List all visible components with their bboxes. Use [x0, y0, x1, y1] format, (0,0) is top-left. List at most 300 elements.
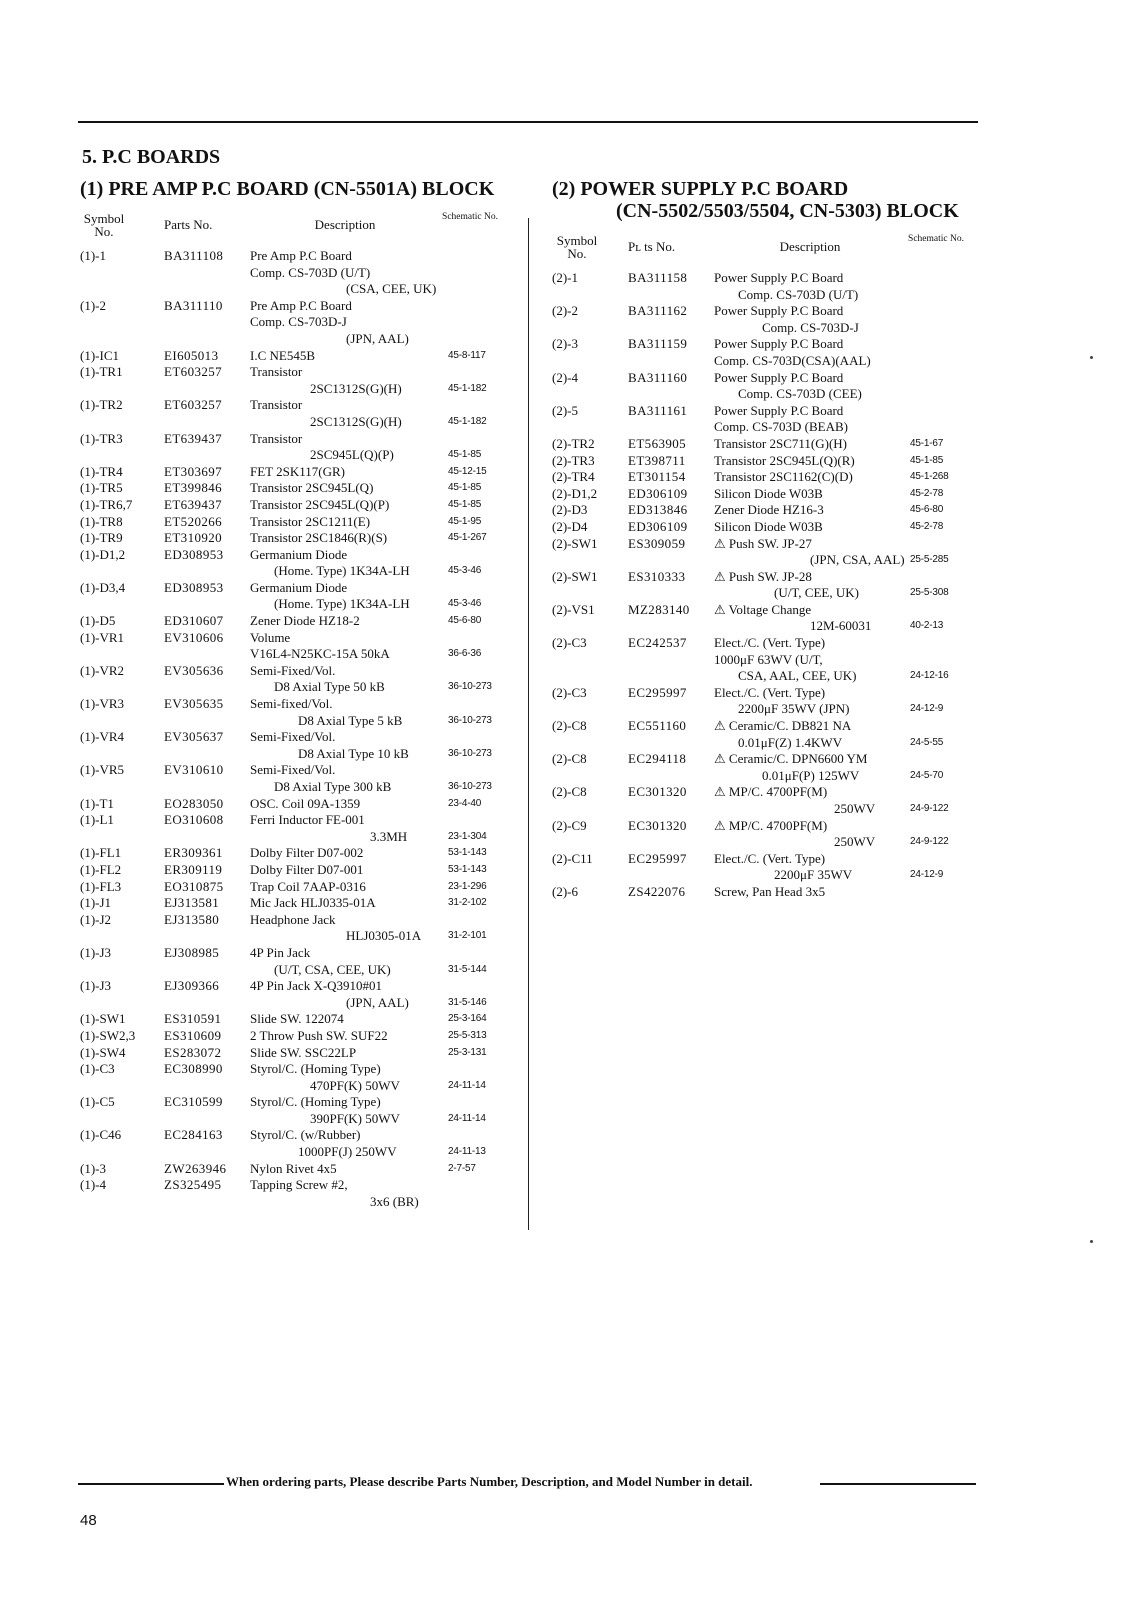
symbol-cell: (2)-2: [552, 303, 578, 319]
symbol-cell: (2)-C11: [552, 850, 593, 866]
description-cell: [250, 547, 440, 580]
schematic-line: [910, 569, 970, 586]
schematic-line: [448, 364, 508, 381]
schematic-line: [910, 320, 970, 337]
schematic-line: 45-1-85: [448, 498, 482, 510]
schematic-line: 45-1-182: [448, 415, 487, 427]
schematic-cell: [440, 1094, 508, 1127]
schematic-line: 31-5-146: [448, 996, 487, 1008]
description-cell: [250, 796, 440, 813]
schematic-line: 53-1-143: [448, 847, 487, 859]
part-number-cell: ET303697: [164, 463, 223, 479]
symbol-cell: (1)-TR1: [80, 364, 123, 380]
pre-amp-block: [80, 178, 520, 1210]
description-line: Comp. CS-703D (CEE): [738, 386, 862, 402]
symbol-cell: (2)-1: [552, 270, 578, 285]
schematic-line: [448, 580, 508, 597]
pre-amp-parts-list: [80, 248, 520, 1210]
header-symbol: Symbol No.: [83, 211, 125, 239]
schematic-cell: [440, 762, 508, 795]
schematic-line: [910, 685, 970, 702]
part-number-cell: EJ313581: [164, 895, 220, 911]
schematic-line: 24-11-14: [448, 1079, 486, 1091]
description-cell: [714, 718, 906, 751]
schematic-cell: [906, 536, 970, 569]
part-number-cell: ED306109: [628, 485, 688, 501]
table-row: [552, 336, 982, 369]
description-cell: [250, 912, 440, 945]
description-line: 470PF(K) 50WV: [310, 1077, 400, 1093]
schematic-line: [910, 652, 970, 669]
schematic-line: [448, 298, 508, 315]
schematic-line: 23-4-40: [448, 797, 482, 809]
part-number-cell: EO283050: [164, 795, 224, 811]
description-cell: [714, 270, 906, 303]
schematic-line: [448, 812, 508, 829]
power-supply-block: [552, 178, 982, 901]
schematic-cell: [906, 436, 970, 453]
description-cell: [714, 635, 906, 685]
symbol-cell: (1)-VR5: [80, 762, 125, 778]
description-cell: [714, 403, 906, 436]
description-line: V16L4-N25KC-15A 50kA: [250, 646, 390, 662]
description-cell: [250, 1061, 440, 1094]
header-schematic: Schematic No.: [442, 212, 498, 222]
description-cell: [250, 431, 440, 464]
description-line: Ferri Inductor FE-001: [250, 812, 365, 828]
schematic-line: [448, 762, 508, 779]
schematic-line: 45-2-78: [910, 520, 944, 532]
description-line: (CSA, CEE, UK): [346, 281, 437, 297]
schematic-line: 53-1-143: [448, 863, 487, 875]
schematic-line: [448, 265, 508, 282]
description-cell: [714, 685, 906, 718]
schematic-line: [910, 635, 970, 652]
schematic-cell: [906, 818, 970, 851]
table-row: [80, 348, 520, 365]
description-cell: [250, 1161, 440, 1178]
schematic-cell: [440, 862, 508, 879]
schematic-line: 23-1-304: [448, 830, 487, 842]
description-cell: [714, 453, 906, 470]
schematic-cell: [440, 1061, 508, 1094]
table-row: [552, 718, 982, 751]
symbol-cell: (2)-C8: [552, 784, 587, 800]
footer-note: [78, 1474, 978, 1492]
schematic-cell: [906, 784, 970, 817]
schematic-line: 36-10-273: [448, 781, 492, 792]
schematic-cell: [440, 364, 508, 397]
header-parts: Parts No.: [164, 217, 213, 232]
part-number-cell: BA311108: [164, 248, 224, 263]
table-row: [80, 1094, 520, 1127]
description-line: Semi-Fixed/Vol.: [250, 762, 336, 778]
description-line: Dolby Filter D07-001: [250, 861, 364, 877]
description-cell: [714, 569, 906, 602]
schematic-cell: [440, 1127, 508, 1160]
table-row: [80, 945, 520, 978]
schematic-cell: [906, 569, 970, 602]
table-row: [80, 912, 520, 945]
symbol-cell: (1)-D5: [80, 613, 116, 629]
symbol-cell: (1)-TR4: [80, 463, 123, 479]
description-line: 2200μF 35WV (JPN): [738, 701, 850, 717]
scan-speck: [1090, 1240, 1093, 1243]
schematic-cell: [440, 580, 508, 613]
part-number-cell: ET563905: [628, 435, 687, 451]
part-number-cell: ZW263946: [164, 1160, 227, 1176]
part-number-cell: EC294118: [628, 751, 687, 767]
table-row: [80, 796, 520, 813]
description-line: (JPN, AAL): [346, 994, 409, 1010]
part-number-cell: ET639437: [164, 430, 223, 446]
symbol-cell: (1)-C5: [80, 1094, 115, 1110]
schematic-cell: [440, 978, 508, 1011]
description-line: 2200μF 35WV: [774, 867, 853, 883]
schematic-cell: [440, 1161, 508, 1178]
description-line: D8 Axial Type 5 kB: [298, 712, 403, 728]
description-line: Transistor 2SC945L(Q): [250, 480, 374, 496]
pre-amp-table-header: [80, 212, 520, 238]
schematic-cell: [440, 613, 508, 630]
description-line: Power Supply P.C Board: [714, 336, 844, 352]
description-line: Silicon Diode W03B: [714, 518, 823, 534]
schematic-line: 31-2-101: [448, 930, 487, 942]
schematic-line: [448, 547, 508, 564]
symbol-cell: (1)-SW1: [80, 1011, 126, 1027]
description-line: Zener Diode HZ18-2: [250, 613, 360, 629]
symbol-cell: (2)-C3: [552, 635, 587, 651]
part-number-cell: ES310609: [164, 1027, 222, 1043]
description-cell: [714, 536, 906, 569]
schematic-line: [910, 403, 970, 420]
schematic-cell: [906, 519, 970, 536]
part-number-cell: ED308953: [164, 546, 224, 562]
symbol-cell: (1)-VR2: [80, 662, 125, 678]
description-line: ⚠ Ceramic/C. DB821 NA: [714, 718, 852, 734]
part-number-cell: EC308990: [164, 1061, 223, 1077]
description-cell: [250, 862, 440, 879]
description-line: Screw, Pan Head 3x5: [714, 883, 826, 899]
table-row: [552, 303, 982, 336]
schematic-line: 24-9-122: [910, 836, 949, 848]
description-line: 0.01μF(P) 125WV: [762, 767, 860, 783]
description-line: Transistor: [250, 397, 303, 413]
description-line: 4P Pin Jack X-Q3910#01: [250, 978, 383, 994]
schematic-cell: [906, 486, 970, 503]
description-line: Mic Jack HLJ0335-01A: [250, 895, 376, 911]
symbol-cell: (2)-6: [552, 883, 578, 899]
description-line: Transistor 2SC1211(E): [250, 513, 371, 529]
schematic-cell: [440, 464, 508, 481]
schematic-cell: [440, 812, 508, 845]
description-line: Headphone Jack: [250, 911, 336, 927]
schematic-line: [910, 784, 970, 801]
symbol-cell: (1)-VR4: [80, 729, 125, 745]
power-supply-title-line2: (CN-5502/5503/5504, CN-5303) BLOCK: [616, 200, 959, 222]
description-line: Comp. CS-703D-J: [762, 319, 859, 335]
schematic-line: 24-11-14: [448, 1112, 486, 1124]
description-cell: [250, 514, 440, 531]
part-number-cell: EV305636: [164, 662, 224, 678]
symbol-cell: (1)-TR5: [80, 480, 123, 496]
table-row: [80, 530, 520, 547]
description-cell: [714, 469, 906, 486]
symbol-cell: (1)-L1: [80, 812, 114, 828]
schematic-line: 25-5-313: [448, 1029, 487, 1041]
schematic-cell: [440, 480, 508, 497]
schematic-line: 24-11-13: [448, 1146, 486, 1158]
description-line: 12M-60031: [810, 618, 872, 634]
schematic-cell: [440, 663, 508, 696]
symbol-cell: (1)-J3: [80, 944, 112, 960]
symbol-cell: (1)-TR3: [80, 430, 123, 446]
description-line: Transistor: [250, 430, 303, 446]
schematic-line: [910, 718, 970, 735]
description-line: 2SC1312S(G)(H): [310, 380, 402, 396]
symbol-cell: (1)-2: [80, 297, 106, 313]
description-line: Power Supply P.C Board: [714, 270, 844, 285]
symbol-cell: (2)-4: [552, 369, 578, 385]
part-number-cell: EO310608: [164, 812, 224, 828]
description-cell: [714, 851, 906, 884]
symbol-cell: (1)-T1: [80, 795, 114, 811]
description-line: Pre Amp P.C Board: [250, 248, 352, 263]
part-number-cell: EI605013: [164, 347, 219, 363]
schematic-cell: [440, 348, 508, 365]
part-number-cell: ER309119: [164, 861, 223, 877]
schematic-cell: [440, 630, 508, 663]
table-row: [80, 1011, 520, 1028]
part-number-cell: ES309059: [628, 535, 686, 551]
description-line: 2SC1312S(G)(H): [310, 413, 402, 429]
part-number-cell: EC551160: [628, 718, 687, 734]
schematic-line: [910, 851, 970, 868]
symbol-cell: (2)-C8: [552, 751, 587, 767]
description-line: Semi-Fixed/Vol.: [250, 662, 336, 678]
description-line: 1000PF(J) 250WV: [298, 1144, 397, 1160]
description-line: 0.01μF(Z) 1.4KWV: [738, 734, 843, 750]
section-title: 5. P.C BOARDS: [82, 146, 221, 168]
schematic-cell: [440, 912, 508, 945]
schematic-line: [910, 270, 970, 287]
schematic-line: 45-1-85: [448, 449, 482, 461]
schematic-line: 24-5-70: [910, 769, 944, 781]
part-number-cell: ES310591: [164, 1011, 222, 1027]
description-cell: [250, 530, 440, 547]
part-number-cell: EC295997: [628, 684, 687, 700]
table-row: [552, 536, 982, 569]
schematic-line: 23-1-296: [448, 880, 487, 892]
schematic-line: [910, 353, 970, 370]
symbol-cell: (1)-D1,2: [80, 546, 126, 562]
page-number: 48: [80, 1512, 97, 1529]
description-line: Styrol/C. (w/Rubber): [250, 1127, 361, 1143]
schematic-cell: [440, 696, 508, 729]
schematic-cell: [906, 851, 970, 884]
description-line: 3.3MH: [370, 828, 408, 844]
description-line: (U/T, CEE, UK): [774, 585, 859, 601]
description-cell: [714, 818, 906, 851]
description-cell: [250, 1011, 440, 1028]
description-cell: [250, 879, 440, 896]
description-cell: [250, 580, 440, 613]
description-line: Nylon Rivet 4x5: [250, 1160, 337, 1176]
schematic-cell: [906, 370, 970, 403]
symbol-cell: (2)-D4: [552, 518, 588, 534]
schematic-line: 45-6-80: [448, 615, 482, 627]
table-row: [552, 685, 982, 718]
description-line: (JPN, AAL): [346, 330, 409, 346]
table-row: [552, 270, 982, 303]
table-row: [552, 884, 982, 901]
description-line: Comp. CS-703D(CSA)(AAL): [714, 352, 871, 368]
part-number-cell: ED308953: [164, 579, 224, 595]
schematic-line: 25-3-164: [448, 1013, 487, 1025]
table-row: [552, 635, 982, 685]
description-cell: [250, 397, 440, 430]
schematic-line: 45-1-67: [910, 437, 944, 449]
symbol-cell: (1)-C46: [80, 1127, 122, 1143]
description-line: Comp. CS-703D (BEAB): [714, 419, 848, 435]
header-parts: Pʟ ts No.: [628, 239, 676, 254]
schematic-line: 45-2-78: [910, 487, 944, 499]
schematic-cell: [440, 547, 508, 580]
description-line: 2SC945L(Q)(P): [310, 447, 394, 463]
description-line: Silicon Diode W03B: [714, 485, 823, 501]
symbol-cell: (1)-D3,4: [80, 579, 126, 595]
schematic-cell: [440, 845, 508, 862]
schematic-line: [448, 729, 508, 746]
symbol-cell: (1)-1: [80, 248, 106, 263]
schematic-cell: [906, 602, 970, 635]
part-number-cell: ET520266: [164, 513, 223, 529]
part-number-cell: EO310875: [164, 878, 224, 894]
table-row: [80, 497, 520, 514]
part-number-cell: EV310606: [164, 629, 224, 645]
symbol-cell: (2)-SW1: [552, 568, 598, 584]
table-row: [552, 784, 982, 817]
schematic-line: 24-9-122: [910, 803, 949, 814]
symbol-cell: (2)-C3: [552, 684, 587, 700]
power-supply-parts-list: [552, 270, 982, 901]
schematic-cell: [906, 270, 970, 303]
description-line: 390PF(K) 50WV: [310, 1110, 400, 1126]
description-line: (JPN, CSA, AAL): [810, 552, 905, 568]
part-number-cell: ET399846: [164, 480, 223, 496]
part-number-cell: EJ313580: [164, 911, 220, 927]
table-row: [80, 1177, 520, 1210]
schematic-cell: [440, 879, 508, 896]
power-supply-title-line1: (2) POWER SUPPLY P.C BOARD: [552, 178, 849, 200]
description-line: (U/T, CSA, CEE, UK): [274, 961, 391, 977]
description-line: ⚠ MP/C. 4700PF(M): [714, 784, 828, 800]
description-cell: [250, 812, 440, 845]
part-number-cell: EC284163: [164, 1127, 223, 1143]
schematic-line: [910, 818, 970, 835]
symbol-cell: (1)-C3: [80, 1061, 115, 1077]
description-cell: [714, 502, 906, 519]
symbol-cell: (1)-VR3: [80, 696, 125, 712]
schematic-line: [910, 336, 970, 353]
description-cell: [250, 696, 440, 729]
description-cell: [250, 663, 440, 696]
table-row: [552, 751, 982, 784]
schematic-line: [448, 1127, 508, 1144]
description-line: Comp. CS-703D-J: [250, 314, 347, 330]
description-line: CSA, AAL, CEE, UK): [738, 668, 857, 684]
table-row: [80, 580, 520, 613]
description-line: 250WV: [834, 834, 876, 850]
schematic-line: [910, 884, 970, 901]
symbol-cell: (1)-3: [80, 1160, 106, 1176]
table-row: [80, 812, 520, 845]
description-line: (Home. Type) 1K34A-LH: [274, 563, 410, 579]
description-line: Elect./C. (Vert. Type): [714, 684, 826, 700]
description-line: Comp. CS-703D (U/T): [738, 286, 859, 302]
schematic-line: 45-3-46: [448, 565, 482, 577]
schematic-line: [448, 912, 508, 929]
table-row: [552, 403, 982, 436]
symbol-cell: (1)-IC1: [80, 347, 119, 363]
symbol-cell: (1)-J2: [80, 911, 112, 927]
schematic-line: [448, 1177, 508, 1194]
symbol-cell: (1)-J3: [80, 978, 112, 994]
description-line: ⚠ Ceramic/C. DPN6600 YM: [714, 751, 868, 767]
description-line: OSC. Coil 09A-1359: [250, 795, 361, 811]
description-line: Germanium Diode: [250, 579, 348, 595]
table-row: [80, 1161, 520, 1178]
description-line: ⚠ Push SW. JP-27: [714, 535, 812, 551]
schematic-cell: [906, 336, 970, 369]
schematic-line: 45-1-268: [910, 471, 949, 483]
description-cell: [250, 364, 440, 397]
schematic-cell: [906, 751, 970, 784]
description-cell: [250, 1094, 440, 1127]
part-number-cell: BA311110: [164, 297, 223, 313]
table-row: [552, 569, 982, 602]
description-line: FET 2SK117(GR): [250, 463, 345, 479]
pre-amp-block-title: (1) PRE AMP P.C BOARD (CN-5501A) BLOCK: [80, 178, 495, 200]
schematic-line: 36-10-273: [448, 681, 492, 693]
symbol-cell: (2)-TR3: [552, 452, 595, 468]
schematic-line: [448, 663, 508, 680]
schematic-line: 45-1-95: [448, 515, 482, 527]
schematic-line: 45-12-15: [448, 465, 487, 477]
schematic-cell: [440, 497, 508, 514]
schematic-line: [448, 1061, 508, 1078]
description-cell: [714, 436, 906, 453]
schematic-cell: [440, 895, 508, 912]
description-line: HLJ0305-01A: [346, 928, 422, 944]
power-supply-table-header: [552, 234, 982, 260]
description-cell: [714, 784, 906, 817]
description-line: Transistor 2SC1162(C)(D): [714, 469, 853, 485]
table-row: [80, 696, 520, 729]
part-number-cell: ZS325495: [164, 1177, 222, 1193]
description-cell: [250, 895, 440, 912]
description-line: Slide SW. 122074: [250, 1011, 344, 1027]
part-number-cell: ED313846: [628, 502, 688, 518]
description-cell: [714, 519, 906, 536]
schematic-cell: [440, 514, 508, 531]
description-line: Pre Amp P.C Board: [250, 297, 352, 313]
schematic-cell: [440, 796, 508, 813]
schematic-line: [910, 751, 970, 768]
part-number-cell: EV305637: [164, 729, 224, 745]
description-line: 1000μF 63WV (U/T,: [714, 651, 823, 667]
description-cell: [250, 945, 440, 978]
